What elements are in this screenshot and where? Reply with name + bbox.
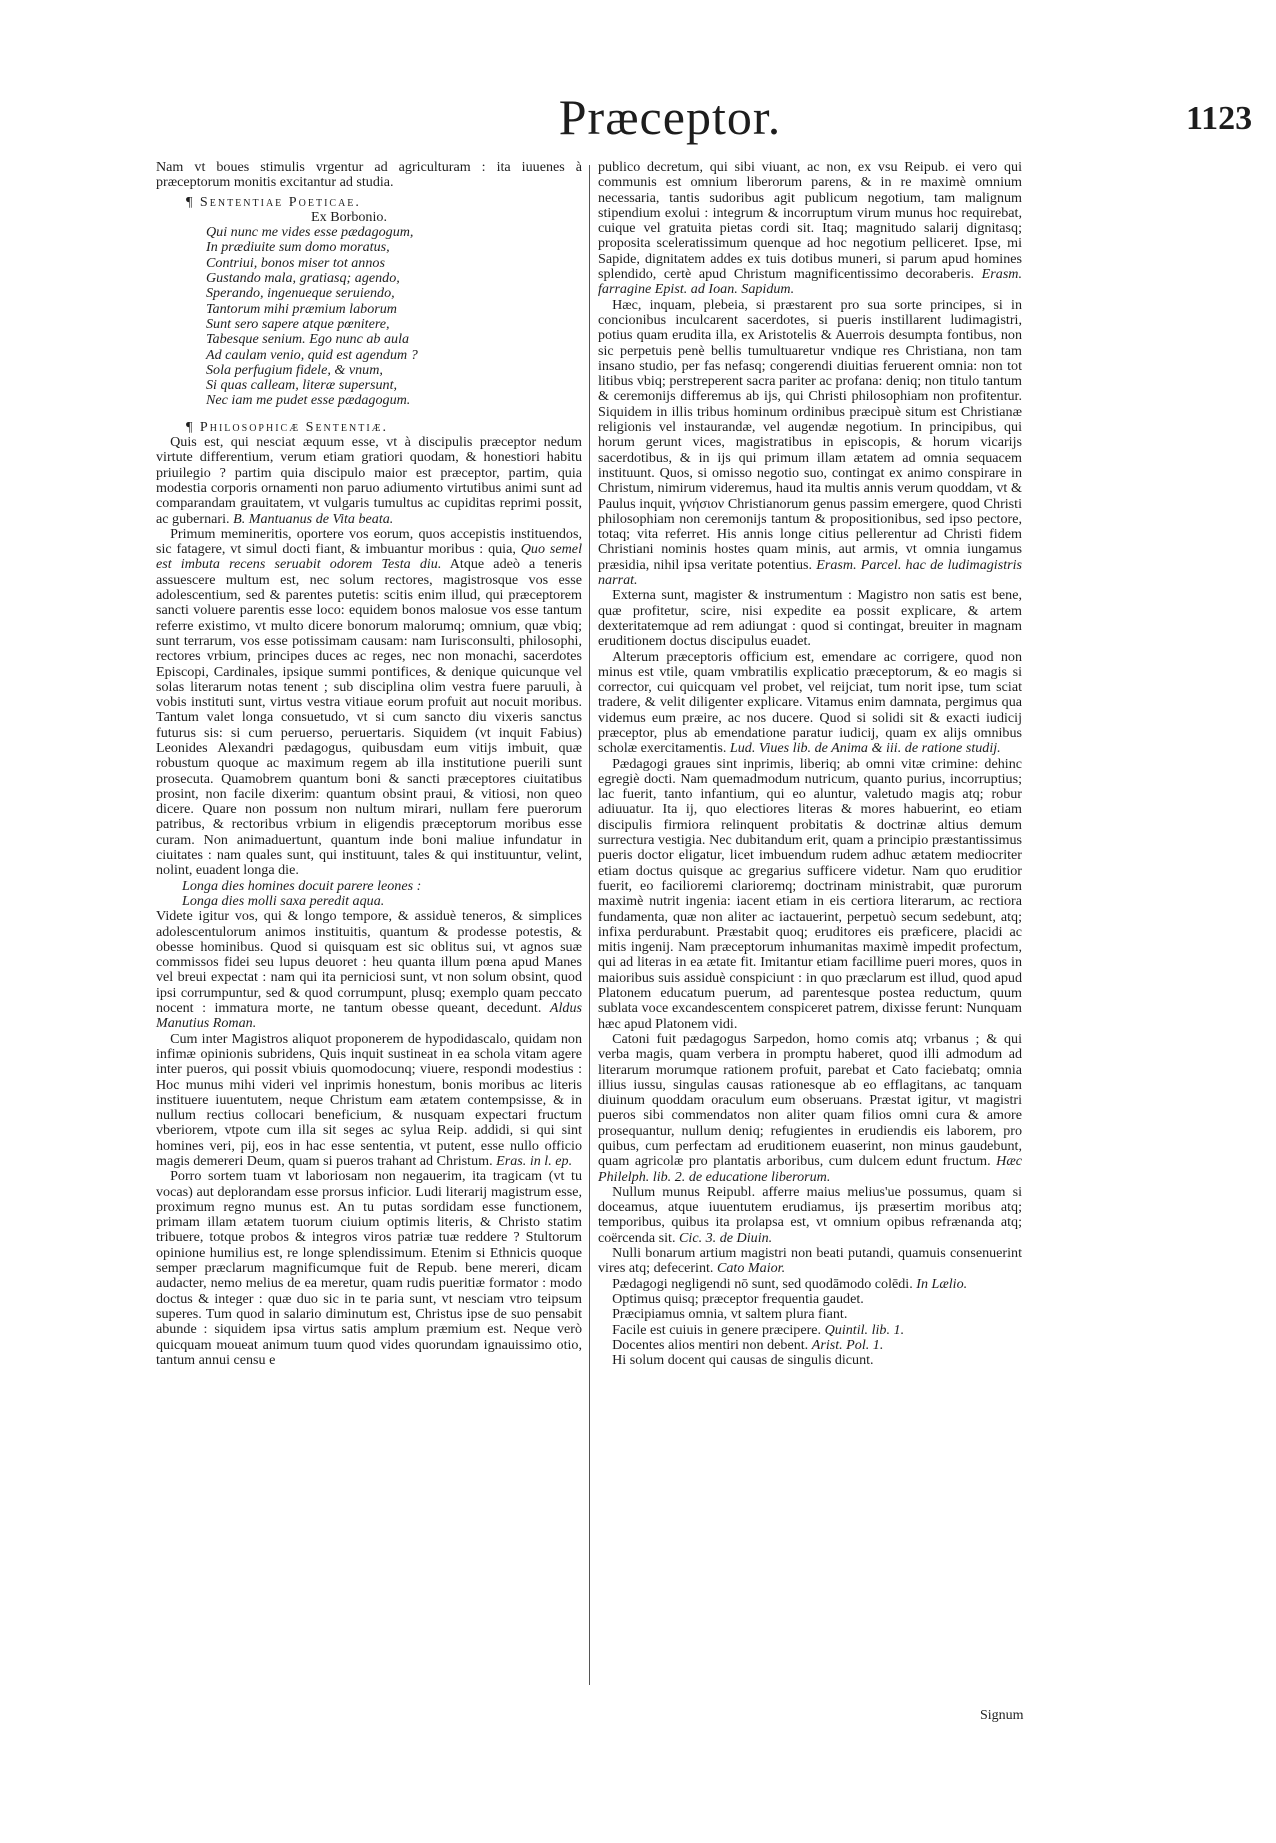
verse-line: Tabesque senium. Ego nunc ab aula	[206, 331, 410, 348]
source-citation: Arist. Pol. 1.	[811, 1336, 884, 1353]
left-column	[156, 160, 582, 1368]
verse-line: Longa dies molli saxa peredit aqua.	[182, 892, 385, 909]
paragraph-text: Facile est cuiuis in genere præcipere.	[612, 1321, 822, 1338]
paragraph	[156, 909, 582, 1031]
source-citation: Eras. in l. ep.	[496, 1153, 573, 1169]
source-citation: Quintil. lib. 1.	[824, 1321, 905, 1338]
paragraph	[598, 160, 1022, 298]
source-citation: Lud. Viues lib. de Anima & iii. de ratione studij.	[729, 740, 1001, 757]
source-heading: Ex Borbonio.	[311, 208, 387, 225]
paragraph	[598, 650, 1022, 757]
paragraph	[598, 1032, 1022, 1185]
section-heading-philosophicae: ¶ Philosophicæ Sententiæ.	[186, 418, 389, 435]
verse-line: Sola perfugium fidele, & vnum,	[206, 361, 383, 378]
sententia	[598, 1338, 1022, 1353]
paragraph-text: Docentes alios mentiri non debent.	[612, 1336, 809, 1353]
source-citation: Aldus Manutius Roman.	[156, 1000, 582, 1032]
column-divider	[589, 165, 590, 1685]
source-citation: Cato Maior.	[716, 1260, 786, 1277]
paragraph-text: Catoni fuit pædagogus Sarpedon, homo comis atq; vrbanus ; & qui verba magis, quam verbera in promptu haberet, quod illi admodum ad literarum morumque rationem profuit, parebat et Cato faciebatq; omnia illius iussu, singulas causas rationesque ab eo efflagitans, ac tanquam diuinum quoddam oraculum eum obseruans. Præstat igitur, vt magistri pueros sibi commendatos non aliter quam filios omni cura & amore prosequantur, nullum deniq; refugientes in erudiendis eis laborem, pro quibus, cum perfectam ad eruditionem euaserint, non minus gaudebunt, quam agricolæ pro plantatis arboribus, cum dulcem edunt fructum.	[598, 1030, 1022, 1170]
paragraph-text: Cum inter Magistros aliquot proponerem de hypodidascalo, quidam non infimæ opinionis subridens, Quis inquit sustineat in ea schola vitam agere inter pueros, qui possit vbiuis quomodocunq; viuere, respondi modestius : Hoc munus mihi videri vel inprimis honestum, bonis moribus ac literis instituere iuuentutem, neque Christum eam ætatem contempsisse, & in nullum rectius collocari beneficium, & nusquam expectari fructum vberiorem, vtpote cum illa sit seges ac sylua Reip. addidi, si qui sint homines veri, pij, eos in hac esse sententia, vt putent, esse nullo officio magis demereri Deum, quam si pueros trahant ad Christum.	[156, 1030, 582, 1169]
page-title: Præceptor.	[558, 89, 782, 145]
sententia: Hi solum docent qui causas de singulis dicunt.	[612, 1352, 874, 1369]
paragraph-text: Atque adeò a teneris assuescere multum est, nec solum rectores, magistrosque vos esse adolescentium, sed & parentes putetis: scitis enim illud, qui præceptorem sancti voluere parentis esse loco: equidem bonos malosue vos esse tantum referre existimo, vt multo dicere bonorum malorumq; omnium, quæ vbiq; sunt terrarum, vos esse potissimam causam: nam Iurisconsulti, philosophi, rectores vrbium, principes duces ac reges, nec non monachi, sacerdotes Episcopi, Cardinales, ipsique summi pontifices, & denique quicunque vel solas literarum notas tenent ; sub disciplina olim vestra fuere paruuli, à vobis instituti sunt, virtus vestra vitiaue eorum profuit aut nocuit moribus. Tantum valet longa consuetudo, vt si cum sancto diu vixeris sanctus futurus sis: si cum peruerso, peruertaris. Siquidem (vt inquit Fabius) Leonides Alexandri pædagogus, quibusdam eum vitijs imbuit, quæ robustum quoque ac maximum regem ab illa institutione puerili sunt prosecuta. Quamobrem quantum boni & sancti præceptores ciuitatibus prosint, non facile dixerim: quantum obsint praui, & vitiosi, non queo dicere. Quare non possum non nultum mirari, nullam fere puerorum patribus, & rectoribus vrbium in eligendis præceptorum moribus esse curam. Non animaduertunt, quantum inde boni maliue infundatur in ciuitates : nam quales sunt, qui instituunt, tales & qui instituuntur, velint, nolint, euadent longa die.	[156, 556, 582, 879]
verse-line: Nec iam me pudet esse pædagogum.	[206, 392, 411, 409]
paragraph	[156, 1032, 582, 1170]
source-citation: Cic. 3. de Diuin.	[679, 1229, 773, 1246]
paragraph: Externa sunt, magister & instrumentum : Magistro non satis est bene, quæ profitetur, scire, nisi expedite ea possit explicare, & artem dexteritatemque ad rem adiungat : quod si contingat, breuiter in magnam eruditionem doctus discipulus euadet.	[598, 587, 1022, 650]
paragraph	[156, 435, 582, 527]
page-number: 1123	[1186, 100, 1253, 137]
paragraph-text: Videte igitur vos, qui & longo tempore, & assiduè teneros, & simplices adolescentulorum animos instituitis, quantum & prodesse potestis, & obesse hominibus. Quod si quisquam est sic oblitus sui, vt agnos suæ commissos fidei seu lupus deuoret : heu quanta illum pœna apud Manes vel breui expectat : nam qui ita perniciosi sunt, vt non solum obsint, quod ipsi corrumpuntur, sed & quod corrumpunt, plusq; exemplo quam peccato nocent : immatura morte, ne tantum obesse queant, decedunt.	[156, 908, 582, 1017]
sententia	[598, 1323, 1022, 1338]
source-citation: B. Mantuanus de Vita beata.	[233, 510, 394, 527]
section-heading-poeticae: ¶ Sententiae Poeticae.	[186, 193, 361, 210]
intro-paragraph: Nam vt boues stimulis vrgentur ad agriculturam : ita iuuenes à præceptorum monitis excitantur ad studia.	[156, 159, 582, 191]
verse-line: Ad caulam venio, quid est agendum ?	[206, 346, 418, 363]
paragraph	[598, 1246, 1022, 1277]
source-citation: Hæc Philelph. lib. 2. de educatione liberorum.	[598, 1153, 1022, 1185]
sententia: Præcipiamus omnia, vt saltem plura fiant.	[612, 1306, 848, 1323]
paragraph	[598, 298, 1022, 589]
paragraph-text: Hæc, inquam, plebeia, si præstarent pro sua sorte principes, si in concionibus inculcarent sacerdotes, si pueris instillarent ludimagistri, potius quam erudita illa, ex Aristotelis & Auerrois desumpta fontibus, non sic perpetuis penè bellis tumultuaretur vndique res Christiana, non tam insano studio, per fas nefasq; congerendi diuitias feruerent omnia: non tot litibus vbiq; perstreperent sacra pariter ac profana: deniq; non titulo tantum & ceremonijs differemus ab ijs, qui Christi philosophiam non profitentur. Siquidem in illis tribus hominum ordinibus præcipuè situm est Christianæ religionis vel instaurandæ, vel augendæ negotium. In principibus, qui horum gerunt vices, magistratibus in episcopis, & horum vicarijs sacerdotibus, & in ijs qui primum illam ætatem ad omnia sequacem instituunt. Quos, si omisso negotio suo, contingat ex animo conspirare in Christum, nimirum videremus, haud ita multis annis verum quoddam, vt & Paulus inquit, γνήσιον Christianorum genus passim emergere, quod Christi philosophiam non ceremonijs tantum & propositionibus, sed ipso pectore, totaq; vita referret. His annis longe citius pellerentur ad Christi fidem Christiani nominis hostes quam minis, aut armis, vt omnia iungamus præsidia, nihil ipsa veritate potentius.	[598, 296, 1022, 573]
source-citation: In Lælio.	[916, 1275, 968, 1292]
paragraph-text: Nullum munus Reipubl. afferre maius melius'ue possumus, quam si doceamus, atque iuuentutem erudiamus, ijs præsertim moribus atq; temporibus, quibus ita prolapsa est, vt omnium opibus refrænanda atq; coërcenda sit.	[598, 1183, 1022, 1246]
verse-line: Qui nunc me vides esse pædagogum,	[206, 224, 414, 241]
paragraph-text: Alterum præceptoris officium est, emendare ac corrigere, quod non minus est vtile, quam vmbratilis explicatio præceptorum, & eo magis si corrector, cui quicquam vel probet, vel reijciat, tum norit ipse, tum sciat tradere, & velit diligenter explicare. Vitamus enim damnata, pergimus qua videmus eum præire, ac nos ducere. Quod si solidi sit & exacti iudicij præceptor, plus ab emendatione paratur iudicij, quam ex alijs omnibus scholæ exercitamentis.	[598, 648, 1022, 757]
catchword: Signum	[980, 1708, 1024, 1723]
paragraph	[598, 1185, 1022, 1246]
sententia: Optimus quisq; præceptor frequentia gaudet.	[612, 1290, 864, 1307]
paragraph-text: Nulli bonarum artium magistri non beati putandi, quamuis consenuerint vires atq; defecerint.	[598, 1245, 1022, 1277]
sententia	[598, 1277, 1022, 1292]
verse-line: Longa dies homines docuit parere leones :	[182, 877, 422, 894]
source-citation: Erasm. Parcel. hac de ludimagistris narrat.	[598, 556, 1022, 589]
paragraph: Pædagogi graues sint inprimis, liberiq; ab omni vitæ crimine: dehinc egregiè docti. Nam quemadmodum nutricum, quanto purius, incorruptius; lac fuerit, tanto infantium, qui eo aluntur, valetudo magis atq; robur adiuuatur. Ita ij, quo electiores literas & mores habuerint, eo etiam discipulis firmiora relinquent probitatis & doctrinæ altius demum surrectura vestigia. Nec dubitandum erit, quam a principio præstantissimus pueris doctor eligatur, licet imbuendum rudem adhuc ætatem mediocriter etiam doctus quisque ac gregarius sufficere videtur. Nam quo eruditior fuerit, eo facilioremi clarioremq; doctrinam ministrabit, quæ purorum maximè nutrit ingenia: iacent etiam in eis certiora literarum, ac rectiora fundamenta, quæ non aliter ac iactauerint, perpetuò secum sedebunt, atq; infixa perdurabunt. Præstabit quoq; eruditores eis præficere, placidi ac mitis ingenij. Nam præceptorum inhumanitas maximè impedit profectum, qui ad literas in ea ætate fit. Imitantur etiam facillime pueri mores, quos in maioribus suis assiduè conspiciunt : in quo præclarum est illud, quod apud Platonem educatum puerum, ad parentesque postea reductum, quum sublata voce excandescentem conspiceret patrem, dixisse ferunt: Nunquam hæc apud Platonem vidi.	[598, 755, 1022, 1032]
verse-line: Sunt sero sapere atque pœnitere,	[206, 315, 390, 332]
verse-line: In prædiuite sum domo moratus,	[206, 239, 390, 256]
paragraph-text: Pædagogi negligendi nō sunt, sed quodāmodo colēdi.	[612, 1275, 913, 1292]
paragraph-text: publico decretum, qui sibi viuant, ac non, ex vsu Reipub. ei vero qui communis est omnium liberorum parens, & in re maximè omnium necessaria, tantis sudoribus agit publicum negotium, tam malignum stipendium exolui : integrum & incorruptum virum munus hoc requirebat, cuique vel gratuita pietas cordi sit. Itaq; magnitudo salarij dignitasq; proposita sceleratissimum quenque ad hoc negotium pelliceret. Ipse, mi Sapide, dignitatem addes ex tuis dotibus muneri, si parum apud homines splendido, certè apud Christum magnificentissimo decoraberis.	[598, 159, 1022, 283]
right-column	[598, 160, 1022, 1368]
paragraph	[156, 527, 582, 879]
source-citation: Erasm. farragine Epist. ad Ioan. Sapidum.	[598, 266, 1022, 298]
quotation: Quo semel est imbuta recens seruabit odorem Testa diu.	[156, 541, 582, 573]
verse-line: Contriui, bonos miser tot annos	[206, 254, 385, 271]
paragraph: Porro sortem tuam vt laboriosam non negauerim, ita tragicam (vt tu vocas) aut deplorandam esse prorsus inficior. Ludi literarij magistrum esse, proximum regno munus est. An tu putas sordidam esse functionem, primam illam ætatem tuorum ciuium optimis literis, & Christo statim tribuere, totque probos & integros viros patriæ tuæ reddere ? Stultorum opinione humilius est, re longe splendissimum. Etenim si Ethnicis quoque semper præclarum magnificumque fuit de Repub. bene mereri, dicam audacter, nemo melius de ea meretur, quam rudis pueritiæ formator : modo doctus & integer : quæ duo sic in te paria sunt, vt nesciam vtro teipsum superes. Tum quod in salario diminutum est, Christus ipse de suo pensabit abunde : siquidem ipsa virtus satis amplum præmium est. Neque verò quicquam moueat animum tuum quod vides quorundam ignauissimo otio, tantum annui censu e	[156, 1168, 582, 1368]
verse-line: Tantorum mihi præmium laborum	[206, 300, 397, 317]
verse-line: Si quas calleam, literæ supersunt,	[206, 377, 398, 394]
paragraph-text: Primum memineritis, oportere vos eorum, quos accepistis instituendos, sic fatagere, vt simul docti fiant, & imbuantur moribus : quia,	[156, 525, 582, 558]
verse-line: Gustando mala, gratiasq; agendo,	[206, 270, 400, 287]
paragraph-text: Quis est, qui nesciat æquum esse, vt à discipulis præceptor nedum virtute differentium, verum etiam gratiori quodam, & honestiori habitu priuilegio ? partim quia discipulo maior est præceptor, partim, quia modestia corporis ornamenti non paruo adiumento virtutibus animi sunt ad comparandam grauitatem, vt vulgaris tumultus ac cupiditas reprimi possit, ac gubernari.	[156, 434, 582, 527]
verse-line: Sperando, ingenueque seruiendo,	[206, 285, 395, 302]
